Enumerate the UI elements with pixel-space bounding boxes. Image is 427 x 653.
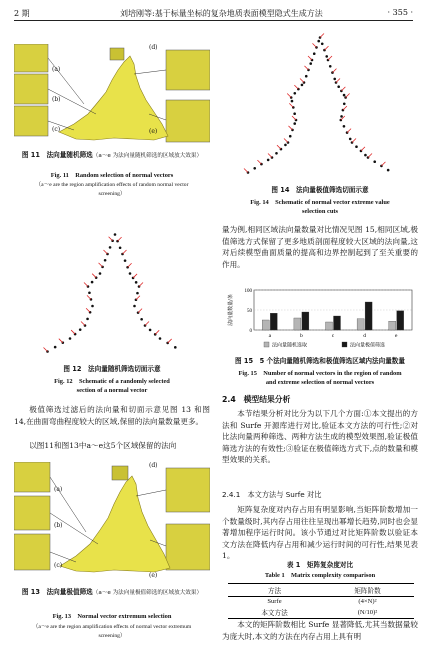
issue-number: 2 期: [14, 9, 30, 18]
profile-point: [349, 138, 352, 141]
profile-point: [91, 305, 94, 308]
table1-header-method: 方法: [228, 584, 321, 597]
table1-row2-method: 本文方法: [228, 606, 321, 619]
table1-header-order: 矩阵阶数: [321, 584, 414, 597]
fig13-caption-en-note: （a～e are the region amplification effects of normal vector extremum screening）: [32, 624, 192, 639]
normal-vector: [81, 322, 85, 326]
fig13-label-b: (b): [54, 522, 63, 529]
fig11-caption-en-note: （a～e are the region amplification effects of random normal vector screening）: [35, 182, 189, 197]
fig14-caption-en-1: Fig. 14 Schematic of normal vector extreme value: [250, 199, 390, 206]
normal-vector: [381, 162, 385, 166]
normal-vector: [133, 274, 137, 278]
normal-vector: [347, 129, 351, 133]
table1-row2-order: (N/10)²: [321, 606, 414, 619]
profile-point: [91, 281, 94, 284]
profile-point: [267, 159, 270, 162]
right-paragraph-1: 量为例,相同区域法向量数量对比情况见图 15,相同区域,极值筛选方式保留了更多地质剖面程度较大区域的法向量,这对后续模型曲面质量的提高和边界控制起到了至关重要的作用。: [222, 225, 418, 269]
fig13-label-a: (a): [54, 486, 63, 493]
fig13-label-c: (c): [54, 562, 63, 569]
bar: [365, 302, 372, 330]
normal-vector: [104, 250, 108, 254]
normal-vector: [368, 154, 372, 158]
profile-point: [340, 115, 343, 118]
fig15-caption-cn: 图 15 5 个法向量随机筛选和极值筛选区域内法向量数量: [234, 357, 405, 365]
legend-swatch: [264, 342, 269, 347]
header-rule: [14, 20, 413, 21]
profile-point: [140, 318, 143, 321]
profile-point: [104, 259, 107, 262]
y-tick-label: 50: [247, 309, 252, 314]
fig11-image: [14, 44, 210, 146]
profile-point: [301, 84, 304, 87]
profile-point: [343, 103, 346, 106]
normal-vector: [352, 139, 356, 143]
profile-point: [289, 135, 292, 138]
x-tick-label: e: [394, 333, 398, 339]
left-paragraph-2: 以图11和图13中a～e这5个区域保留的法向: [29, 441, 177, 450]
bar: [357, 319, 364, 330]
section-2-4-1-paragraph: 矩阵复杂度对内存占用有明显影响,当矩阵阶数增加一个数量级时,其内存占用往往呈现出幂增长趋势,同时也会显著增加程序运行时间。该小节通过对比矩阵阶数以验证本文方法在降低内存占用和减少运行时间的可行性,结果见表 1。: [222, 505, 418, 561]
page-number: · 355 ·: [387, 8, 413, 17]
bar: [302, 312, 309, 330]
fig12-caption-en-1: Fig. 12 Schematic of a randomly selected: [54, 378, 170, 385]
x-tick-label: c: [331, 333, 335, 339]
fig15-caption-en-2: and extreme selection of normal vectors: [265, 379, 375, 386]
fig13-caption-cn-note: （a～e 为法向量极值筛选的区域放大效果）: [92, 590, 203, 596]
x-tick-label: a: [268, 333, 272, 339]
bar: [262, 320, 269, 330]
bar: [334, 316, 341, 330]
profile-point: [305, 75, 308, 78]
section-2-4-paragraph: 本节结果分析对比分为以下几个方面:①本文提出的方法和 Surfe 开源库进行对比,验证本文方法的可行性;②对比法向量两种筛选、两种方法生成的模型效果图,验证极值筛选方法的有效性;③验证在极值筛选方式下,点的数量和模型效果的关系。: [222, 409, 418, 465]
normal-vector: [288, 126, 292, 130]
fig12-image: [40, 228, 190, 358]
profile-point: [293, 122, 296, 125]
normal-vector: [244, 169, 248, 173]
section-2-4-title: 2.4 模型结果分析: [222, 395, 291, 404]
normal-vector: [336, 79, 340, 83]
profile-point: [275, 152, 278, 155]
profile-point: [124, 259, 127, 262]
fig15-caption-en-1: Fig. 15 Number of normal vectors in the region of random: [238, 370, 402, 377]
fig12-caption-cn: 图 12 法向量随机筛选切面示意: [63, 365, 161, 373]
y-tick-label: 0: [249, 329, 252, 334]
profile-point: [291, 100, 294, 103]
profile-point: [313, 52, 316, 55]
profile-point: [387, 169, 390, 172]
table1-caption-cn: 表 1 矩阵复杂度对比: [286, 561, 354, 569]
normal-vector: [44, 348, 48, 352]
normal-vector: [59, 339, 63, 343]
fig13-caption-cn: [14, 588, 210, 598]
normal-vector: [308, 56, 312, 60]
normal-vector: [343, 106, 347, 110]
fig14-caption-en-2: selection cuts: [301, 208, 339, 215]
profile-point: [317, 40, 320, 43]
normal-vector: [300, 79, 304, 83]
profile-point: [329, 65, 332, 68]
normal-vector: [346, 94, 350, 98]
fig11-label-e: (e): [149, 128, 158, 135]
normal-vector: [268, 154, 272, 158]
fig15-chart: [226, 286, 416, 354]
profile-point: [309, 62, 312, 65]
normal-vector: [87, 295, 91, 299]
left-paragraph-1: 极值筛选过滤后的法向量和切面示意见图 13 和图 14,在曲面弯曲程度较大的区域,保留的法向量数量更多。: [14, 405, 210, 426]
profile-point: [114, 233, 117, 236]
closing-paragraph: 本文的矩阵阶数相比 Surfe 显著降低,尤其当数据量较为庞大时,本文的方法在内存占用上具有明: [222, 620, 418, 641]
normal-vector: [277, 145, 281, 149]
normal-vector: [155, 330, 159, 334]
table1-row1-order: (4×N)²: [358, 598, 377, 605]
normal-vector: [99, 263, 103, 267]
normal-vector: [284, 139, 288, 143]
legend-swatch: [342, 342, 347, 347]
profile-point: [129, 272, 132, 275]
profile-point: [86, 318, 89, 321]
normal-vector: [287, 94, 291, 98]
normal-vector: [168, 339, 172, 343]
profile-point: [99, 272, 102, 275]
normal-vector: [123, 250, 127, 254]
bar: [389, 321, 396, 330]
x-tick-label: b: [300, 333, 303, 339]
normal-vector: [332, 69, 336, 73]
profile-point: [321, 43, 324, 46]
table1-row1-method: Surfe: [267, 598, 282, 605]
profile-point: [54, 346, 57, 349]
bar: [294, 318, 301, 330]
profile-point: [133, 305, 136, 308]
y-axis-label: 法向量数量/条: [228, 294, 234, 326]
profile-point: [174, 346, 177, 349]
fig13-image: [14, 462, 210, 580]
normal-vector: [109, 237, 113, 241]
normal-vector: [289, 103, 293, 107]
fig11-label-d: (d): [149, 44, 158, 51]
profile-point: [109, 246, 112, 249]
fig13-caption-en: Fig. 13 Normal vector extremum selection: [52, 613, 172, 620]
profile-point: [373, 160, 376, 163]
profile-point: [355, 145, 358, 148]
fig11-caption-cn-text: 图 11 法向量随机筛选: [21, 151, 93, 159]
profile-point: [79, 328, 82, 331]
fig11-caption-en: Fig. 11 Random selection of normal vectors: [50, 172, 174, 179]
profile-point: [69, 337, 72, 340]
profile-point: [325, 55, 328, 58]
bar: [397, 311, 404, 330]
normal-vector: [71, 330, 75, 334]
normal-vector: [292, 116, 296, 120]
normal-vector: [128, 263, 132, 267]
profile-point: [333, 78, 336, 81]
profile-point: [293, 112, 296, 115]
normal-vector: [138, 309, 142, 313]
fig11-label-b: (b): [52, 96, 61, 103]
profile-point: [364, 154, 367, 157]
profile-point: [343, 94, 346, 97]
normal-vector: [139, 283, 143, 287]
profile-point: [284, 144, 287, 147]
running-title: 刘培刚等:基于标量坐标的复杂地质表面模型隐式生成方法: [120, 9, 323, 18]
normal-vector: [328, 56, 332, 60]
y-tick-label: 100: [244, 289, 252, 294]
fig13-label-d: (d): [149, 462, 158, 469]
fig11-label-a: (a): [52, 66, 61, 73]
normal-vector: [84, 283, 88, 287]
profile-point: [253, 167, 256, 170]
normal-vector: [145, 322, 149, 326]
profile-point: [88, 291, 91, 294]
normal-vector: [92, 274, 96, 278]
fig13-label-e: (e): [149, 572, 158, 579]
fig14-caption-cn: 图 14 法向量极值筛选切面示意: [271, 186, 369, 194]
normal-vector: [324, 46, 328, 50]
section-2-4-1-title: 2.4.1 本文方法与 Surfe 对比: [222, 490, 322, 499]
normal-vector: [136, 296, 140, 300]
profile-point: [119, 246, 122, 249]
x-tick-label: d: [363, 333, 366, 339]
fig11-label-c: (c): [52, 126, 61, 133]
table1: [228, 583, 414, 619]
table1-caption-en: Table 1 Matrix complexity comparison: [264, 572, 376, 579]
fig13-caption-cn-text: 图 13 法向量极值筛选: [21, 588, 93, 596]
fig14-image: [240, 30, 400, 180]
profile-point: [136, 292, 139, 295]
profile-point: [293, 92, 296, 95]
profile-point: [343, 125, 346, 128]
normal-vector: [320, 34, 324, 38]
legend-label: 法向量极值筛选: [350, 342, 386, 349]
normal-vector: [341, 87, 345, 91]
fig12-caption-en-2: section of a normal vector: [76, 387, 148, 394]
normal-vector: [304, 66, 308, 70]
bar: [326, 322, 333, 330]
fig11-caption-cn: [14, 151, 210, 161]
normal-vector: [312, 43, 316, 47]
fig11-caption-cn-note: （a～e 为法向量随机筛选的区域放大效果）: [92, 153, 203, 159]
normal-vector: [294, 85, 298, 89]
normal-vector: [257, 160, 261, 164]
profile-point: [337, 85, 340, 88]
profile-point: [149, 329, 152, 332]
normal-vector: [118, 237, 122, 241]
normal-vector: [361, 147, 365, 151]
normal-vector: [86, 308, 90, 312]
profile-point: [159, 337, 162, 340]
profile-point: [135, 281, 138, 284]
legend-label: 法向量随机选取: [272, 342, 308, 349]
bar: [270, 313, 277, 330]
